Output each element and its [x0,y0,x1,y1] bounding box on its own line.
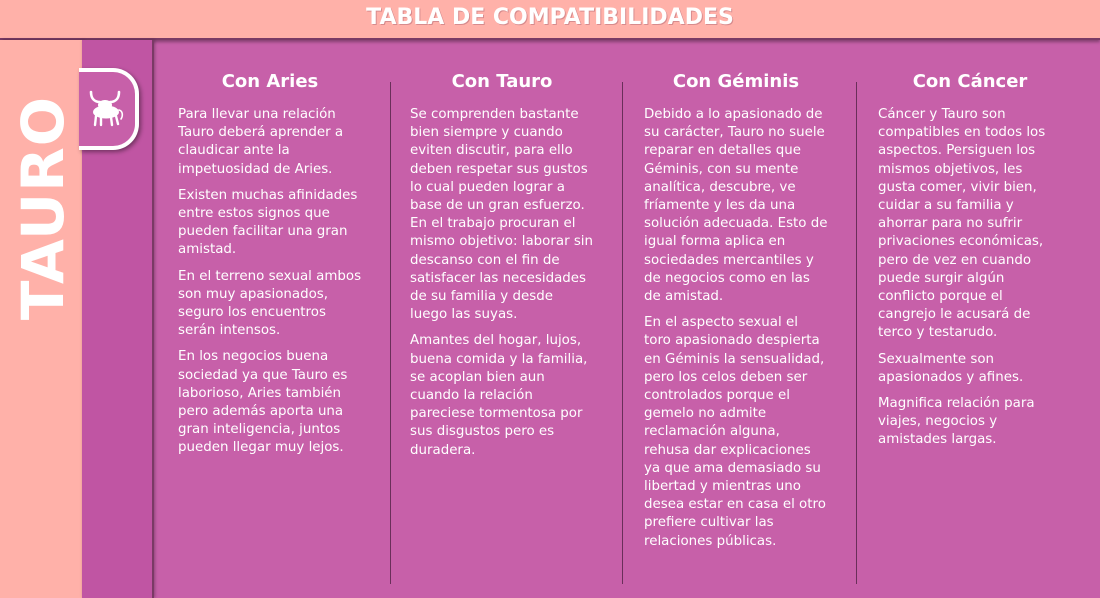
sign-sidebar [0,40,82,598]
column-title: Con Géminis [672,71,800,92]
column-paragraph: Cáncer y Tauro son compatibles en todos los aspectos. Persiguen los mismos objetivos, les gusta comer, vivir bien, cuidar a su familia y ahorrar para no sufrir privaciones económicas, pero de vez en cuando puede surgir algún conflicto porque el cangrejo le acusará de terco y testarudo. [878,107,1046,341]
column-geminis [644,70,828,559]
column-paragraph: En los negocios buena sociedad ya que Tauro es laborioso, Aries también pero además aporta una gran inteligencia, juntos pueden llegar muy lejos. [178,349,348,456]
column-cancer [878,70,1062,458]
column-paragraph: En el terreno sexual ambos son muy apasionados, seguro los encuentros serán intensos. [178,268,362,339]
column-divider [390,82,391,584]
sign-name-container [9,95,78,321]
column-title: Con Tauro [451,71,553,92]
column-paragraph: Debido a lo apasionado de su carácter, Tauro no suele reparar en detalles que Géminis, con su mente analítica, descubre, ve fríamente y les da una solución adecuada. Esto de igual forma aplica en sociedades mercantiles y de negocios como en las de amistad. [644,107,828,305]
column-paragraph: Se comprenden bastante bien siempre y cuando eviten discutir, para ello deben respetar sus gustos lo cual pueden lograr a base de un gran esfuerzo. En el trabajo procuran el mismo objetivo: laborar sin descanso con el fin de satisfacer las necesidades de su familia y desde luego las suyas. [410,107,594,323]
column-paragraph: Amantes del hogar, lujos, buena comida y la familia, se acoplan bien aun cuando la relación pareciese tormentosa por sus disgustos pero es duradera. [410,333,588,458]
column-paragraph: Para llevar una relación Tauro deberá aprender a claudicar ante la impetuosidad de Aries. [178,107,344,177]
column-aries [178,70,362,466]
column-paragraph: En el aspecto sexual el toro apasionado despierta en Géminis la sensualidad, pero los celos deben ser controlados porque el gemelo no admite reclamación alguna, rehusa dar explicaciones ya que ama demasiado su libertad y mientras uno desea estar en casa el otro prefiere cultivar las relaciones públicas. [644,315,826,549]
column-tauro [410,70,594,468]
sign-badge [79,68,139,150]
page-title: TABLA DE COMPATIBILIDADES [366,5,734,30]
column-title: Con Aries [221,71,319,92]
column-paragraph: Sexualmente son apasionados y afines. [878,351,1024,385]
sign-name: TAURO [9,95,78,321]
column-paragraph: Existen muchas afinidades entre estos signos que pueden facilitar una gran amistad. [178,187,358,258]
header-bar [0,0,1100,40]
column-divider [856,82,857,584]
column-paragraph: Magnifica relación para viajes, negocios y amistades largas. [878,396,1035,448]
column-title: Con Cáncer [912,71,1028,92]
column-divider [622,82,623,584]
bull-icon [85,84,127,128]
